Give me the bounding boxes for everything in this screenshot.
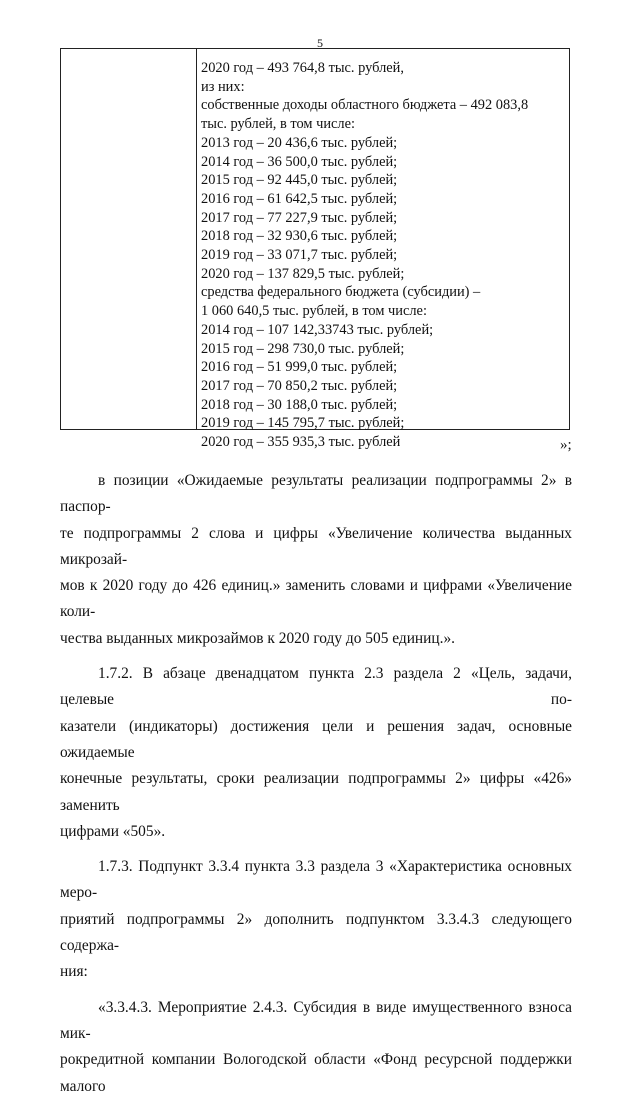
funding-line: 2019 год – 145 795,7 тыс. рублей; [201,415,405,432]
funding-line: 2018 год – 30 188,0 тыс. рублей; [201,396,398,413]
paragraph-line: «3.3.4.3. Мероприятие 2.4.3. Субсидия в виде имущественного взноса мик- [60,998,572,1042]
paragraph-line: ния: [60,963,88,981]
funding-line: 2019 год – 33 071,7 тыс. рублей; [201,247,398,264]
funding-line: тыс. рублей, в том числе: [201,116,355,133]
funding-line: 2020 год – 137 829,5 тыс. рублей; [201,265,405,282]
page-number: 5 [317,36,323,50]
paragraph-line: приятий подпрограммы 2» дополнить подпунктом 3.3.4.3 следующего содержа- [60,910,572,955]
closing-quote: »; [560,437,572,453]
table-right-cell [201,59,565,452]
paragraph [60,854,572,985]
paragraph-line: рокредитной компании Вологодской области «Фонд ресурсной поддержки малого [60,1051,572,1095]
paragraph [60,468,572,652]
funding-line: из них: [201,78,245,95]
paragraph-line: в позиции «Ожидаемые результаты реализации подпрограммы 2» в паспор- [60,472,572,516]
funding-line: 2015 год – 92 445,0 тыс. рублей; [201,172,398,189]
paragraph-line: те подпрограммы 2 слова и цифры «Увеличение количества выданных микрозай- [60,524,572,568]
paragraph [60,661,572,845]
funding-line: 2018 год – 32 930,6 тыс. рублей; [201,228,398,245]
funding-table [60,48,570,451]
funding-line: 2020 год – 355 935,3 тыс. рублей [201,434,401,451]
paragraph-line: 1.7.2. В абзаце двенадцатом пункта 2.3 раздела 2 «Цель, задачи, целевые по- [60,665,572,709]
funding-line: 2016 год – 51 999,0 тыс. рублей; [201,359,398,376]
funding-line: средства федерального бюджета (субсидии) – [201,284,481,301]
funding-line: 2017 год – 70 850,2 тыс. рублей; [201,377,398,394]
paragraph-line: цифрами «505». [60,822,166,840]
funding-line: 2016 год – 61 642,5 тыс. рублей; [201,190,398,207]
funding-line: собственные доходы областного бюджета – 492 083,8 [201,97,529,114]
paragraph-line: мов к 2020 году до 426 единиц.» заменить словами и цифрами «Увеличение коли- [60,577,572,621]
funding-line: 2015 год – 298 730,0 тыс. рублей; [201,340,405,357]
paragraph-line: 1.7.3. Подпункт 3.3.4 пункта 3.3 раздела 3 «Характеристика основных меро- [60,858,572,902]
funding-line: 2017 год – 77 227,9 тыс. рублей; [201,209,398,226]
table-left-cell [61,49,197,429]
funding-line: 1 060 640,5 тыс. рублей, в том числе: [201,303,427,320]
paragraph [60,995,572,1100]
paragraph-line: конечные результаты, сроки реализации подпрограммы 2» цифры «426» заменить [60,770,572,814]
body-text [60,468,572,1109]
paragraph-line: чества выданных микрозаймов к 2020 году до 505 единиц.». [60,629,456,647]
paragraph-line: казатели (индикаторы) достижения цели и решения задач, основные ожидаемые [60,717,572,761]
funding-line: 2013 год – 20 436,6 тыс. рублей; [201,134,398,151]
funding-line: 2014 год – 107 142,33743 тыс. рублей; [201,321,434,338]
funding-line: 2014 год – 36 500,0 тыс. рублей; [201,153,398,170]
funding-line: 2020 год – 493 764,8 тыс. рублей, [201,60,404,76]
